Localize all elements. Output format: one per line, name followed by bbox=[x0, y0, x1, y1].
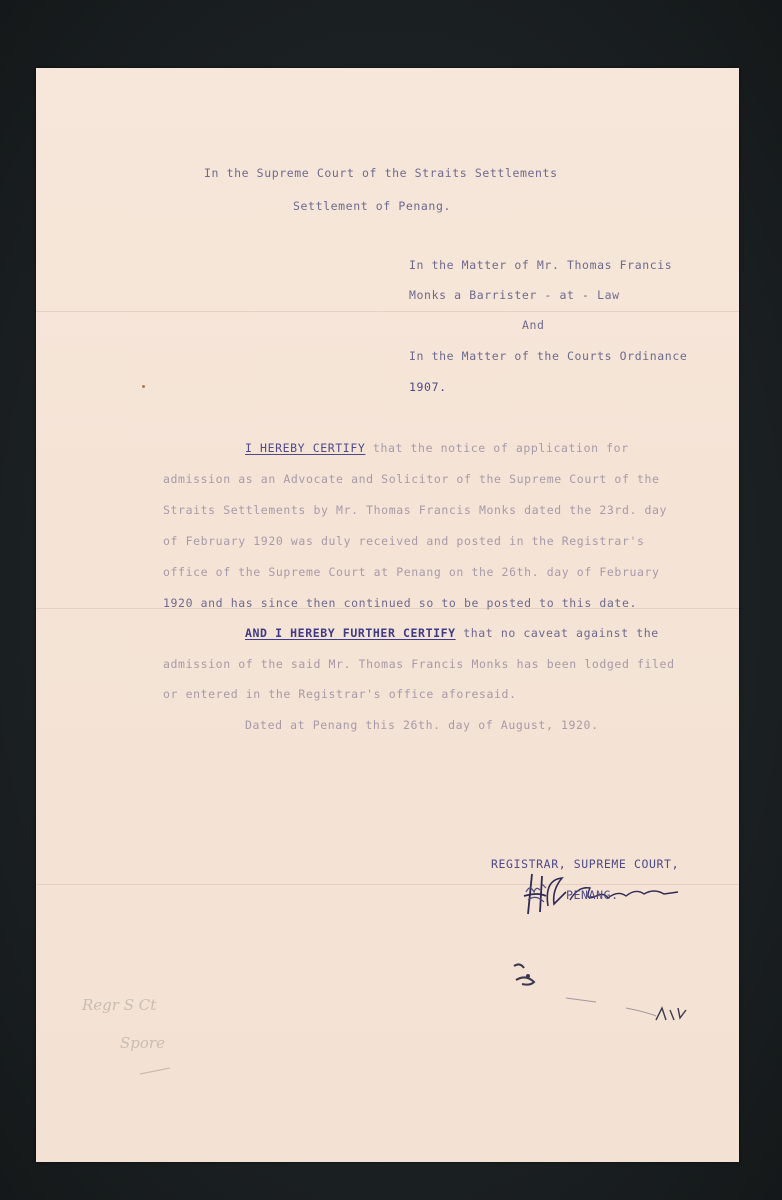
certify-line-2: admission as an Advocate and Solicitor of the Supreme Court of the bbox=[163, 472, 660, 486]
matter-line-4: 1907. bbox=[409, 380, 447, 394]
further-certify-line-3: or entered in the Registrar's office aforesaid. bbox=[163, 687, 517, 701]
further-certify-line-2: admission of the said Mr. Thomas Francis Monks has been lodged filed bbox=[163, 657, 675, 671]
registrar-title: REGISTRAR, SUPREME COURT, bbox=[491, 857, 680, 871]
stamp-smudge bbox=[506, 956, 716, 1026]
matter-line-2: Monks a Barrister - at - Law bbox=[409, 288, 620, 302]
pencil-note-line-1: Regr S Ct bbox=[82, 996, 157, 1014]
matter-line-1: In the Matter of Mr. Thomas Francis bbox=[409, 258, 673, 272]
certify-lead: I HEREBY CERTIFY bbox=[245, 441, 366, 455]
further-certify-line-1: AND I HEREBY FURTHER CERTIFY that no caveat against the bbox=[245, 626, 659, 640]
certify-line-5: office of the Supreme Court at Penang on the 26th. day of February bbox=[163, 565, 660, 579]
initials-mark bbox=[522, 880, 552, 908]
registrar-place: PENANG. bbox=[566, 888, 619, 902]
matter-and: And bbox=[522, 318, 545, 332]
document-page bbox=[36, 68, 739, 1162]
certify-line-4: of February 1920 was duly received and posted in the Registrar's bbox=[163, 534, 645, 548]
pencil-underline bbox=[136, 1064, 176, 1078]
dated-line: Dated at Penang this 26th. day of August, 1920. bbox=[245, 718, 599, 732]
further-certify-lead: AND I HEREBY FURTHER CERTIFY bbox=[245, 626, 456, 640]
ink-speck bbox=[142, 385, 145, 388]
certify-line-6: 1920 and has since then continued so to be posted to this date. bbox=[163, 596, 637, 610]
certify-line-3: Straits Settlements by Mr. Thomas Francis Monks dated the 23rd. day bbox=[163, 503, 668, 517]
matter-line-3: In the Matter of the Courts Ordinance bbox=[409, 349, 688, 363]
certify-line-1: I HEREBY CERTIFY that the notice of application for bbox=[245, 441, 629, 455]
fold-line bbox=[36, 311, 739, 312]
settlement-heading: Settlement of Penang. bbox=[293, 199, 451, 213]
pencil-note-line-2: Spore bbox=[120, 1034, 165, 1052]
court-heading: In the Supreme Court of the Straits Settlements bbox=[204, 166, 558, 180]
